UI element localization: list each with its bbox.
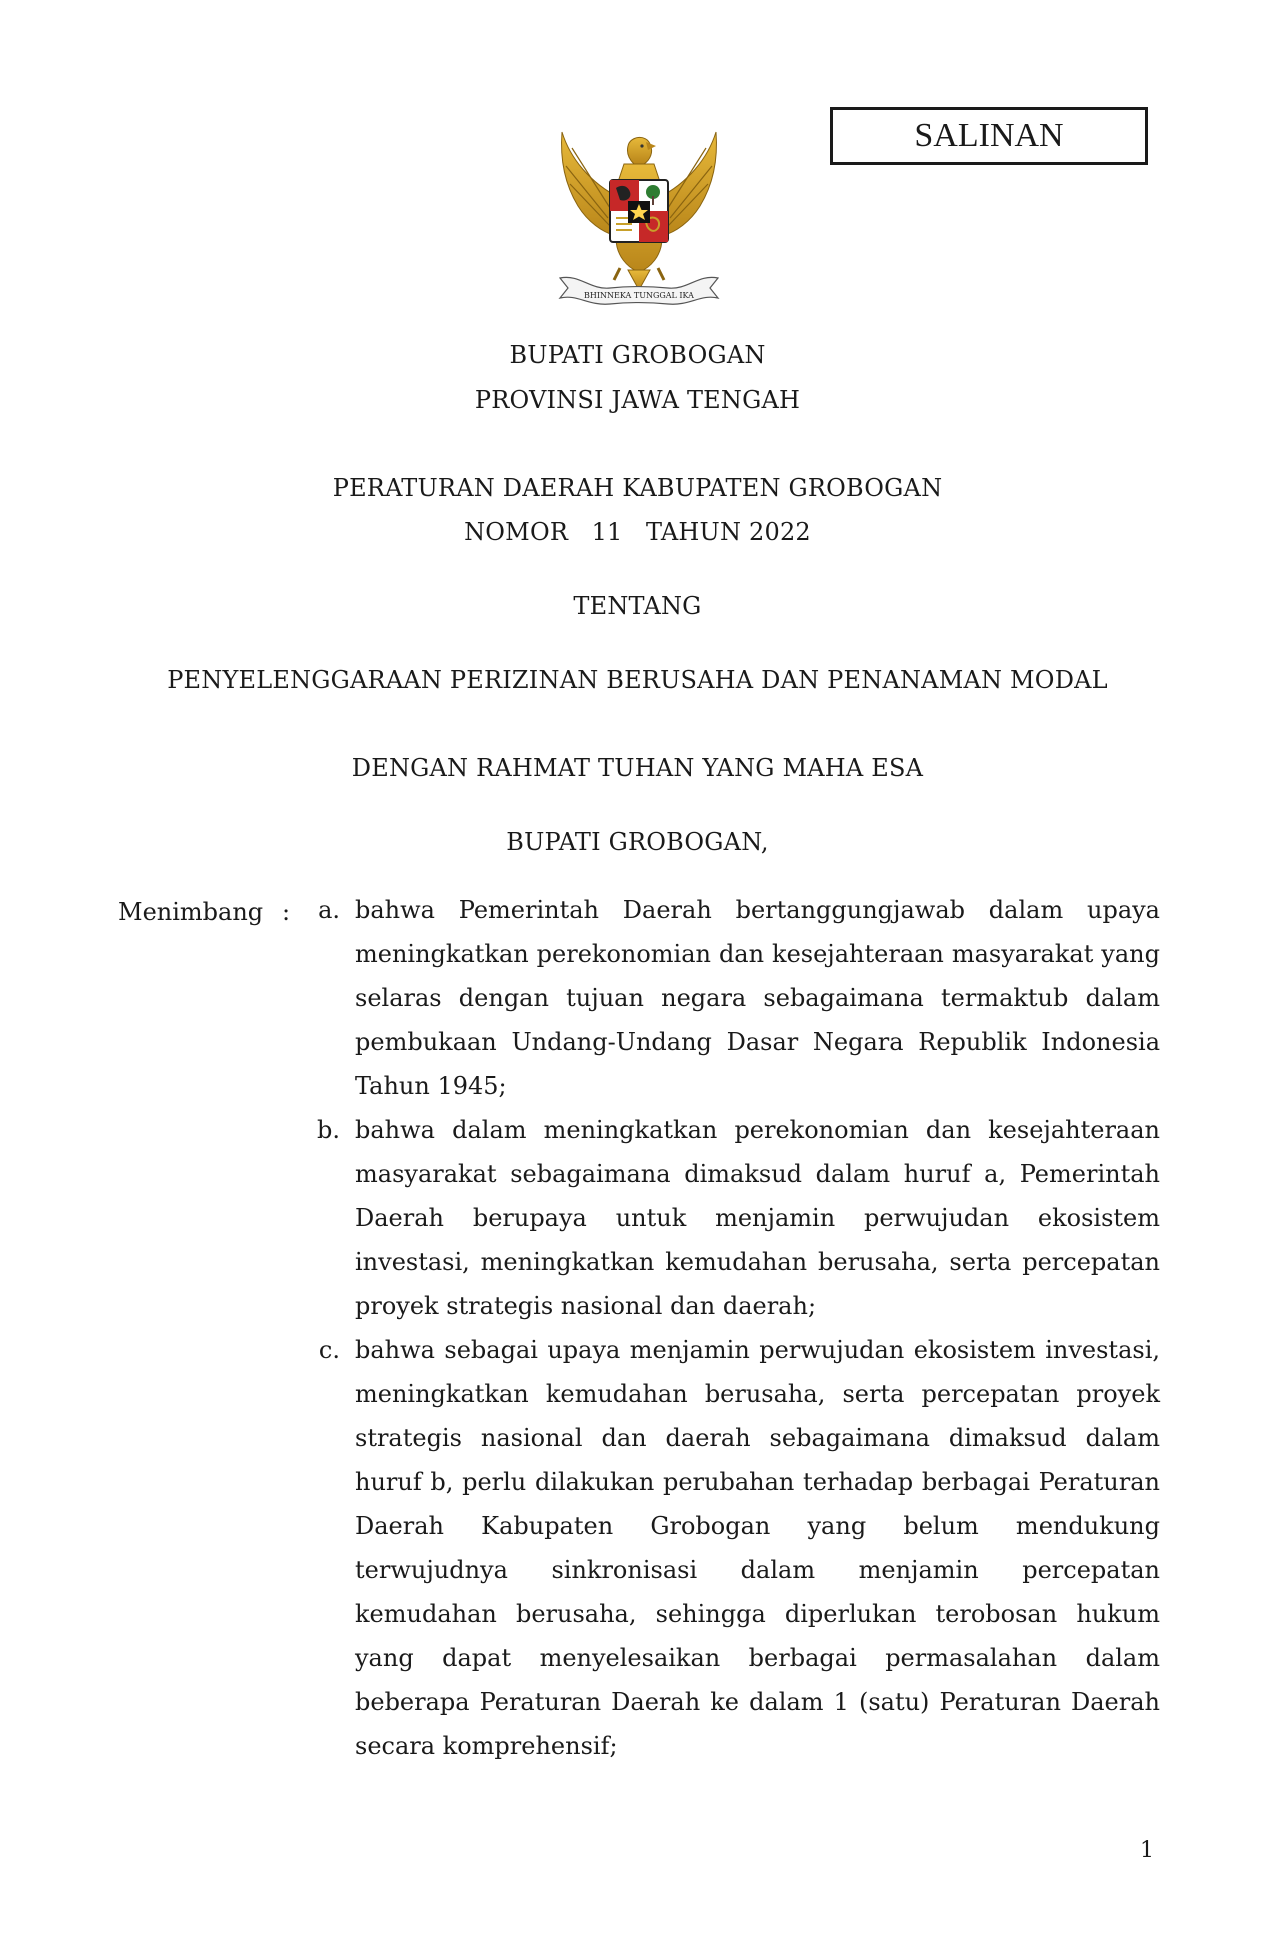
regulation-number: NOMOR 11 TAHUN 2022 (464, 518, 811, 546)
menimbang-label: Menimbang (118, 898, 264, 926)
item-text: bahwa sebagai upaya menjamin perwujudan ekosistem investasi, meningkatkan kemudahan berusaha, serta percepatan proyek strategis nasional dan daerah sebagaimana dimaksud dalam huruf b, perlu dilakukan perubahan terhadap berbagai Peraturan Daerah Kabupaten Grobogan yang belum mendukung terwujudnya sinkronisasi dalam menjamin percepatan kemudahan berusaha, sehingga diperlukan terobosan hukum yang dapat menyelesaikan berbagai permasalahan dalam beberapa Peraturan Daerah ke dalam 1 (satu) Peraturan Daerah secara komprehensif; (355, 1336, 1160, 1760)
page-number: 1 (1140, 1838, 1154, 1863)
menimbang-colon: : (282, 898, 291, 926)
regulation-subject: PENYELENGGARAAN PERIZINAN BERUSAHA DAN PENANAMAN MODAL (167, 666, 1108, 694)
item-marker: a. (318, 896, 340, 924)
item-marker: c. (318, 1336, 340, 1364)
province-heading: PROVINSI JAWA TENGAH (474, 386, 801, 414)
item-text: bahwa dalam meningkatkan perekonomian dan kesejahteraan masyarakat sebagaimana dimaksud dalam huruf a, Pemerintah Daerah berupaya untuk menjamin perwujudan ekosistem investasi, meningkatkan kemudahan berusaha, serta percepatan proyek strategis nasional dan daerah; (355, 1116, 1160, 1320)
salinan-stamp: SALINAN (830, 107, 1148, 165)
regulation-about: TENTANG (573, 592, 702, 620)
preamble-authority: BUPATI GROBOGAN, (506, 828, 769, 856)
preamble-blessing: DENGAN RAHMAT TUHAN YANG MAHA ESA (351, 754, 924, 782)
regent-heading: BUPATI GROBOGAN (509, 341, 766, 369)
regulation-title: PERATURAN DAERAH KABUPATEN GROBOGAN (332, 474, 943, 502)
item-text: bahwa Pemerintah Daerah bertanggungjawab dalam upaya meningkatkan perekonomian dan kesejahteraan masyarakat yang selaras dengan tujuan negara sebagaimana termaktub dalam pembukaan Undang-Undang Dasar Negara Republik Indonesia Tahun 1945; (355, 896, 1160, 1100)
item-marker: b. (317, 1116, 340, 1144)
garuda-emblem-icon (550, 128, 728, 308)
emblem-motto: BHINNEKA TUNGGAL IKA (584, 291, 694, 300)
